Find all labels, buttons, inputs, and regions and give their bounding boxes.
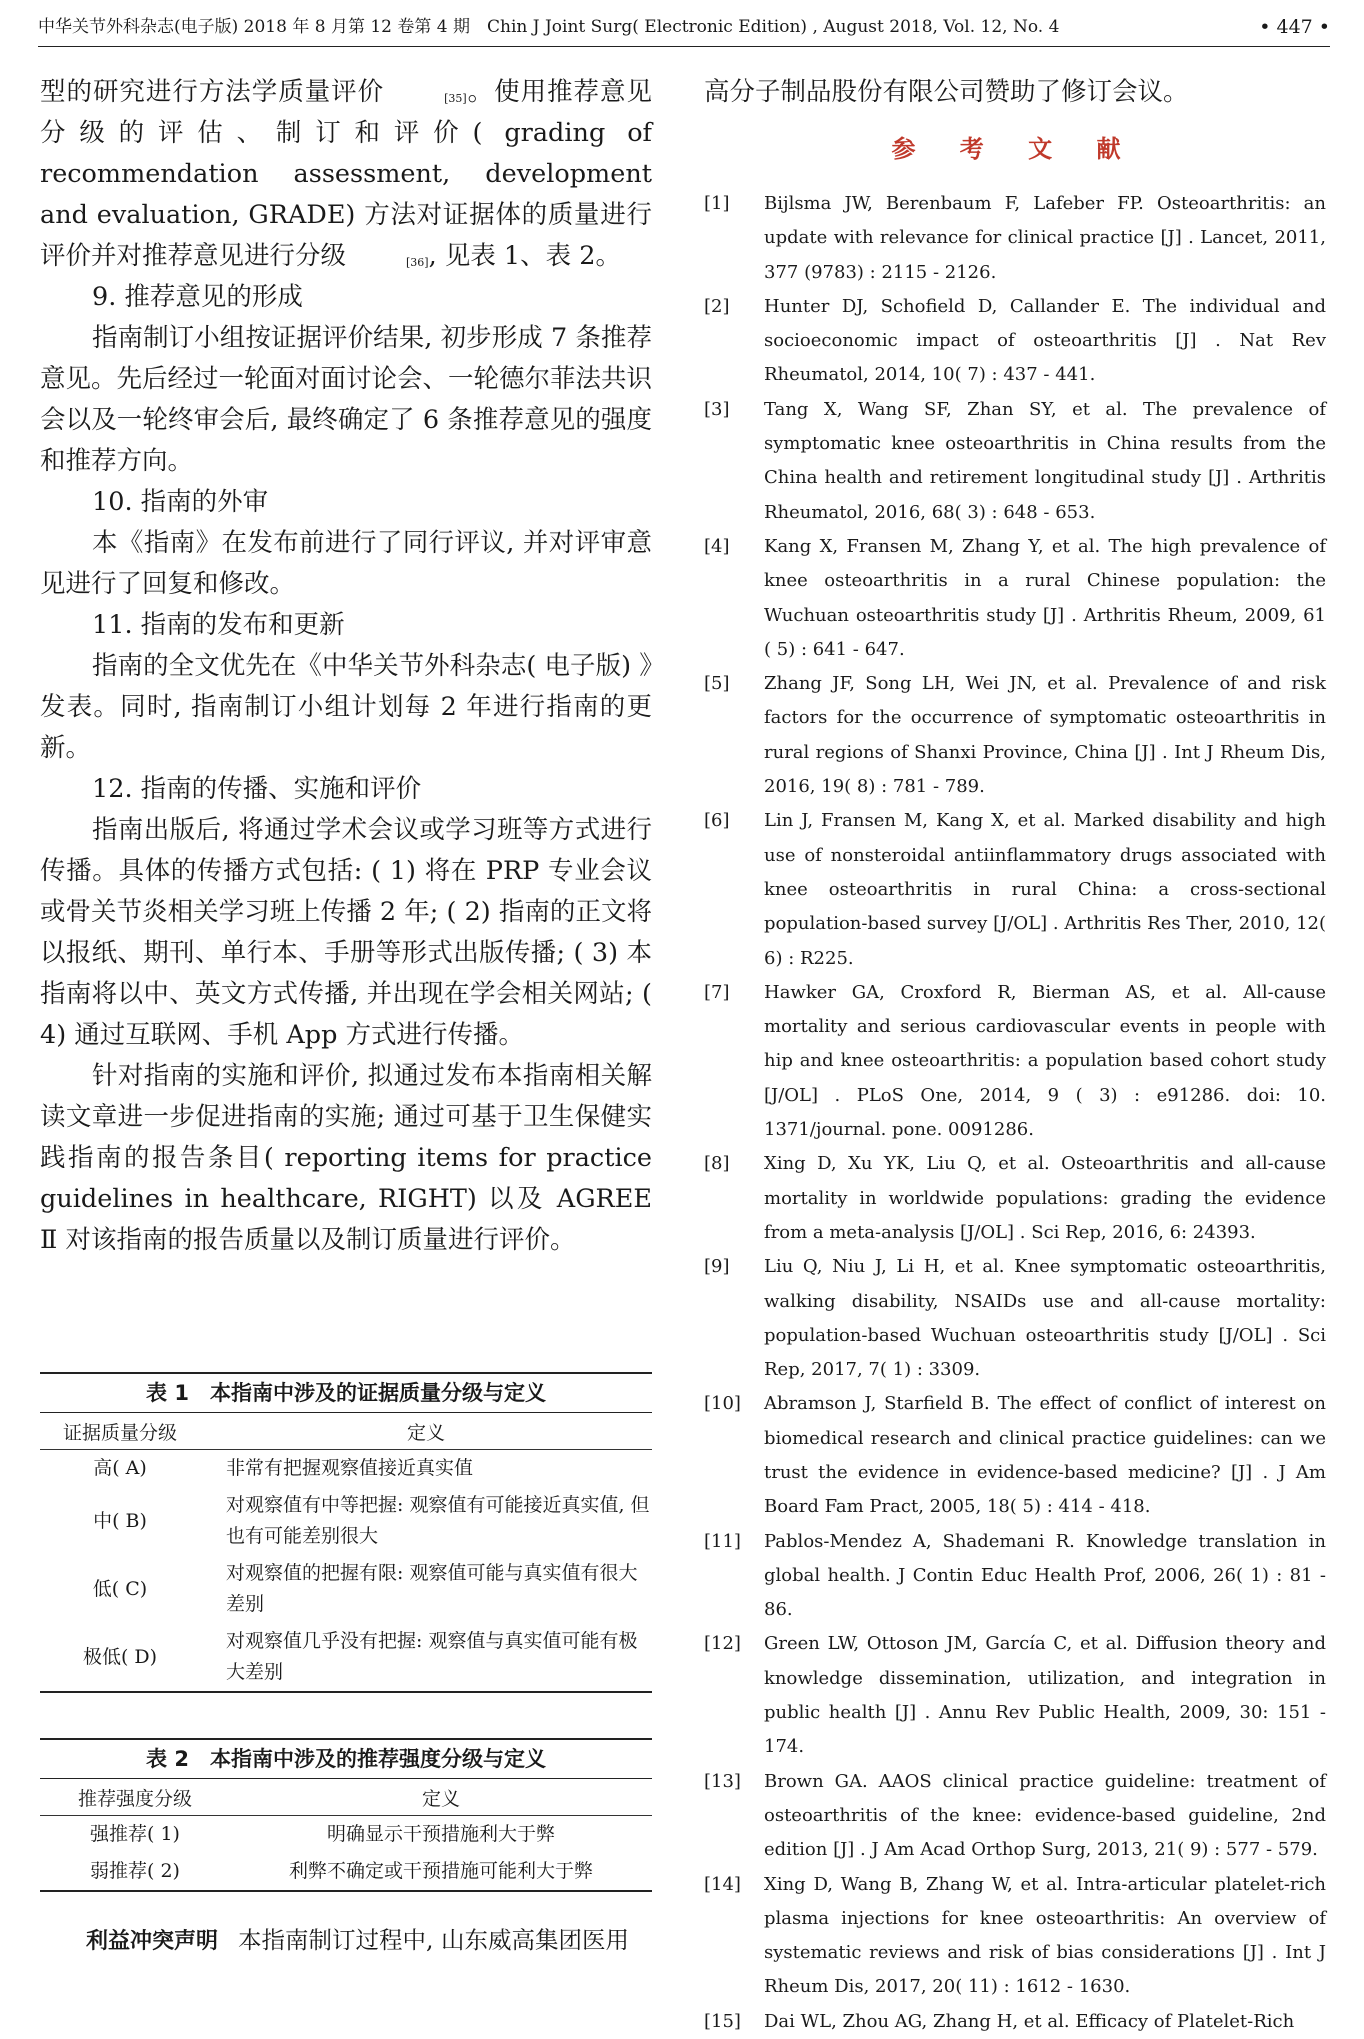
reference-number: [4] — [704, 535, 730, 557]
reference-number: [12] — [704, 1633, 741, 1655]
reference-text: Bijlsma JW, Berenbaum F, Lafeber FP. Osteoarthritis: an update with relevance for clinical practice [J] . Lancet, 2011, 377 (9783) : 2115 - 2126. — [764, 193, 1326, 283]
citation-35[interactable]: [35] — [444, 92, 467, 105]
reference-number: [1] — [704, 193, 730, 214]
reference-text: Pablos-Mendez A, Shademani R. Knowledge translation in global health. J Contin Educ Health Prof, 2006, 26( 1) : 81 - 86. — [764, 1530, 1326, 1621]
conflict-continuation: 高分子制品股份有限公司赞助了修订会议。 — [704, 77, 1189, 107]
table-row: 极低( D) 对观察值几乎没有把握: 观察值与真实值可能有极大差别 — [40, 1623, 652, 1692]
section-heading-12: 12. 指南的传播、实施和评价 — [92, 774, 422, 804]
section-heading-10: 10. 指南的外审 — [92, 487, 269, 517]
table-1-header-definition: 定义 — [200, 1413, 652, 1450]
conflict-text: 本指南制订过程中, 山东威高集团医用 — [238, 1926, 629, 1954]
reference-item — [704, 393, 1326, 530]
reference-number: [3] — [704, 398, 730, 420]
right-column — [704, 72, 1326, 2039]
paragraph-12a: 指南出版后, 将通过学术会议或学习班等方式进行传播。具体的传播方式包括: ( 1) 将在 PRP 专业会议或骨关节炎相关学习班上传播 2 年; ( 2) 指南的正文将以报纸、期刊、单行本、手册等形式出版传播; ( 3) 本指南将以中、英文方式传播, 并出现在学会相关网站; ( 4) 通过互联网、手机 App 方式进行传播。 — [40, 815, 652, 1050]
reference-number: [10] — [704, 1393, 741, 1415]
table-1-header-grade: 证据质量分级 — [40, 1413, 200, 1450]
reference-number: [8] — [704, 1153, 730, 1175]
table-row: 弱推荐( 2) 利弊不确定或干预措施可能利大于弊 — [40, 1853, 652, 1891]
paragraph-12b: 针对指南的实施和评价, 拟通过发布本指南相关解读文章进一步促进指南的实施; 通过可基于卫生保健实践指南的报告条目( reporting items for practice guidelines in healthcare, RIGHT) 以及 AGREE Ⅱ 对该指南的报告质量以及制订质量进行评价。 — [40, 1061, 652, 1255]
reference-item — [704, 1627, 1326, 1764]
reference-number: [2] — [704, 295, 730, 317]
reference-number: [7] — [704, 981, 730, 1003]
reference-text: Kang X, Fransen M, Zhang Y, et al. The high prevalence of knee osteoarthritis in a rural Chinese population: the Wuchuan osteoarthritis study [J] . Arthritis Rheum, 2009, 61 ( 5) : 641 - 647. — [764, 535, 1326, 660]
paragraph-11: 指南的全文优先在《中华关节外科杂志( 电子版) 》发表。同时, 指南制订小组计划每 2 年进行指南的更新。 — [40, 651, 652, 763]
reference-list — [704, 187, 1326, 2039]
reference-item — [704, 804, 1326, 975]
reference-text: Abramson J, Starfield B. The effect of conflict of interest on biomedical research and clinical practice guidelines: can we trust the evidence in evidence-based medicine? [J] . J Am Board Fam Pract, 2005, 18( 5) : 414 - 418. — [764, 1393, 1326, 1518]
table-2 — [40, 1738, 652, 1892]
paragraph-10: 本《指南》在发布前进行了同行评议, 并对评审意见进行了回复和修改。 — [40, 528, 652, 599]
reference-item — [704, 1868, 1326, 2005]
citation-36[interactable]: [36] — [406, 256, 429, 269]
reference-text: Hawker GA, Croxford R, Bierman AS, et al. All-cause mortality and serious cardiovascular events in people with hip and knee osteoarthritis: a population based cohort study [J/OL] . PLoS One, 2014, 9 ( 3) : e91286. doi: 10. 1371/journal. pone. 0091286. — [764, 981, 1326, 1141]
reference-text: Green LW, Ottoson JM, García C, et al. Diffusion theory and knowledge dissemination, utilization, and integration in public health [J] . Annu Rev Public Health, 2009, 30: 151 - 174. — [764, 1633, 1326, 1758]
reference-item — [704, 976, 1326, 1147]
reference-number: [9] — [704, 1256, 730, 1278]
reference-text: Dai WL, Zhou AG, Zhang H, et al. Efficacy of Platelet-Rich — [764, 2010, 1295, 2032]
reference-item — [704, 1525, 1326, 1628]
reference-item — [704, 1387, 1326, 1524]
reference-item — [704, 1765, 1326, 1868]
table-row: 低( C) 对观察值的把握有限: 观察值可能与真实值有很大差别 — [92, 1562, 638, 1615]
reference-number: [11] — [704, 1530, 741, 1552]
reference-number: [5] — [704, 673, 730, 695]
section-heading-11: 11. 指南的发布和更新 — [92, 610, 345, 640]
reference-item — [704, 530, 1326, 667]
table-row: 中( B) 对观察值有中等把握: 观察值有可能接近真实值, 但也有可能差别很大 — [93, 1494, 650, 1547]
reference-number: [14] — [704, 1873, 741, 1895]
reference-item — [704, 290, 1326, 393]
reference-text: Brown GA. AAOS clinical practice guideline: treatment of osteoarthritis of the knee: evidence-based guideline, 2nd edition [J] . J Am Acad Orthop Surg, 2013, 21( 9) : 577 - 579. — [764, 1770, 1326, 1861]
running-header — [38, 12, 1330, 47]
paragraph-methods: 型的研究进行方法学质量评价 [35]。使用推荐意见分级的评估、制订和评价( grading of recommendation assessment, development and evaluation, GRADE) 方法对证据体的质量进行评价并对推荐意见进行分级 [36], 见表 1、表 2。 — [40, 77, 652, 271]
section-heading-9: 9. 推荐意见的形成 — [92, 282, 303, 312]
table-row: 强推荐( 1) 明确显示干预措施利大于弊 — [90, 1823, 555, 1845]
table-row: 高( A) 非常有把握观察值接近真实值 — [93, 1457, 474, 1479]
table-1-title: 表 1 本指南中涉及的证据质量分级与定义 — [40, 1372, 652, 1413]
reference-text: Liu Q, Niu J, Li H, et al. Knee symptomatic osteoarthritis, walking disability, NSAIDs use and all-cause mortality: population-based Wuchuan osteoarthritis study [J/OL] . Sci Rep, 2017, 7( 1) : 3309. — [764, 1256, 1326, 1381]
table-1 — [40, 1372, 652, 1693]
reference-number: [6] — [704, 810, 730, 832]
conflict-label: 利益冲突声明 — [86, 1929, 219, 1954]
conflict-of-interest — [40, 1920, 652, 1962]
reference-item — [704, 2005, 1326, 2039]
reference-item — [704, 1250, 1326, 1387]
reference-item — [704, 1147, 1326, 1250]
table-2-title: 表 2 本指南中涉及的推荐强度分级与定义 — [40, 1738, 652, 1779]
reference-item — [704, 187, 1326, 290]
reference-text: Lin J, Fransen M, Kang X, et al. Marked disability and high use of nonsteroidal antiinflammatory drugs associated with knee osteoarthritis in rural China: a cross-sectional population-based survey [J/OL] . Arthritis Res Ther, 2010, 12( 6) : R225. — [764, 810, 1326, 969]
journal-citation: 中华关节外科杂志(电子版) 2018 年 8 月第 12 卷第 4 期 Chin J Joint Surg( Electronic Edition) , August 2018, Vol. 12, No. 4 — [38, 17, 1060, 37]
reference-number: [15] — [704, 2010, 741, 2032]
reference-text: Tang X, Wang SF, Zhan SY, et al. The prevalence of symptomatic knee osteoarthritis in China results from the China health and retirement longitudinal study [J] . Arthritis Rheumatol, 2016, 68( 3) : 648 - 653. — [764, 398, 1326, 523]
table-2-header-grade: 推荐强度分级 — [40, 1779, 230, 1816]
table-2-header-definition: 定义 — [230, 1779, 652, 1816]
reference-text: Hunter DJ, Schofield D, Callander E. The individual and socioeconomic impact of osteoarthritis [J] . Nat Rev Rheumatol, 2014, 10( 7) : 437 - 441. — [764, 295, 1326, 386]
reference-number: [13] — [704, 1770, 741, 1792]
table-2-grid — [40, 1779, 652, 1892]
reference-text: Zhang JF, Song LH, Wei JN, et al. Prevalence of and risk factors for the occurrence of symptomatic osteoarthritis in rural regions of Shanxi Province, China [J] . Int J Rheum Dis, 2016, 19( 8) : 781 - 789. — [764, 673, 1326, 798]
reference-text: Xing D, Wang B, Zhang W, et al. Intra-articular platelet-rich plasma injections for knee osteoarthritis: An overview of systematic reviews and risk of bias considerations [J] . Int J Rheum Dis, 2017, 20( 11) : 1612 - 1630. — [764, 1873, 1326, 1998]
reference-text: Xing D, Xu YK, Liu Q, et al. Osteoarthritis and all-cause mortality in worldwide populations: grading the evidence from a meta-analysis [J/OL] . Sci Rep, 2016, 6: 24393. — [764, 1153, 1326, 1243]
left-column — [40, 72, 652, 1261]
paragraph-9: 指南制订小组按证据评价结果, 初步形成 7 条推荐意见。先后经过一轮面对面讨论会、一轮德尔菲法共识会以及一轮终审会后, 最终确定了 6 条推荐意见的强度和推荐方向。 — [40, 323, 653, 476]
references-heading: 参 考 文 献 — [891, 135, 1139, 163]
reference-item — [704, 667, 1326, 804]
page-number: • 447 • — [1259, 16, 1330, 38]
table-1-grid — [40, 1413, 652, 1693]
